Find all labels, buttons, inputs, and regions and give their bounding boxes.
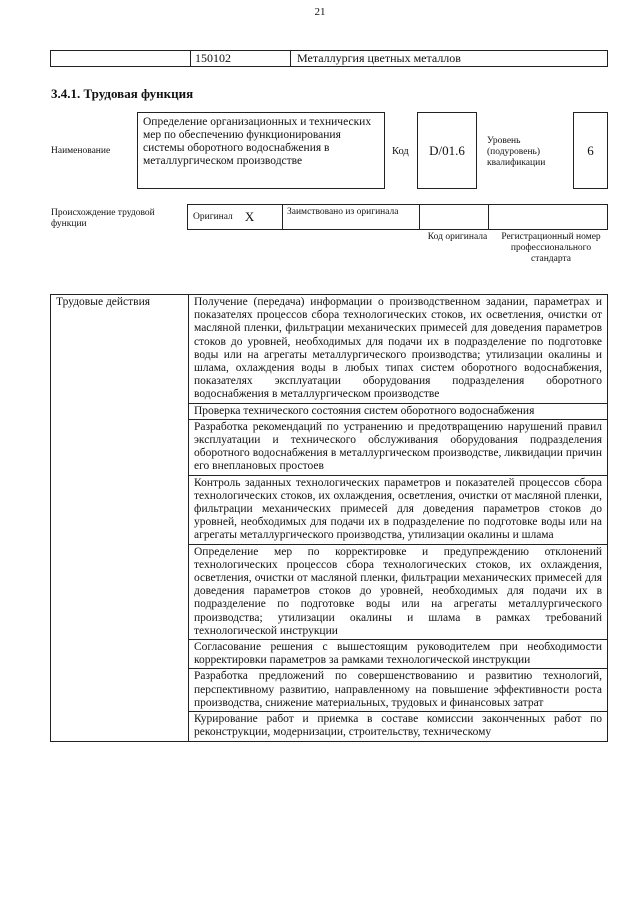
origin-label: Происхождение трудовой функции [51,208,155,229]
labor-action-item: Согласование решения с вышестоящим руководителем при необходимости корректировки параметров за рамками технологической инструкции [189,640,608,669]
original-mark: X [244,209,255,224]
origin-table [187,204,608,230]
code-label: Код [392,146,409,157]
occupation-code-row [50,50,608,67]
function-code: D/01.6 [417,112,477,189]
table-row [51,295,608,404]
labor-actions-label: Трудовые действия [51,295,189,742]
origin-code-label: Код оригинала [427,232,488,242]
labor-action-item: Проверка технического состояния систем оборотного водоснабжения [189,403,608,419]
name-label: Наименование [51,146,111,156]
section-title: 3.4.1. Трудовая функция [51,86,194,101]
function-name: Определение организационных и технических мер по обеспечению функционирования системы оборотного водоснабжения в металлургическом производстве [137,112,385,189]
labor-action-item: Разработка рекомендаций по устранению и предотвращению нарушений правил эксплуатации и технического обслуживания оборудования подразделения оборотного водоснабжения в металлургическом производстве, ликвидации причин его внеплановых простоев [189,419,608,475]
labor-action-item: Разработка предложений по совершенствованию и развитию технологий, перспективному развитию, направленному на повышение эффективности роста производства, снижение материальных, трудовых и финансовых затрат [189,669,608,712]
reg-number-cell [489,205,607,229]
labor-action-item: Контроль заданных технологических параметров и показателей процессов сбора технологических стоков, их охлаждения, осветления, очистки от масляной пленки, фильтрации механических примесей для доведения параметров стоков до уровней, необходимых для подачи их в подразделение по подготовке воды или на агрегаты металлургического производства, утилизации окалины и шлама [189,475,608,544]
origin-original-cell [188,205,283,229]
reg-number-label: Регистрационный номер профессионального стандарта [501,232,601,264]
labor-actions-table [50,294,608,742]
page-number: 21 [314,6,326,18]
qualification-level: 6 [573,112,608,189]
level-label: Уровень (подуровень) квалификации [487,136,546,168]
labor-action-item: Определение мер по корректировке и предупреждению отклонений технологических процессов сбора технологических стоков, их охлаждения, осветления, очистки от масляной пленки, фильтрации механических примесей для доведения параметров стоков до уровней, необходимых для подачи их в подразделение по подготовке воды или на агрегаты металлургического производства; утилизации окалины и шлама в рамках требований технологической инструкции [189,544,608,639]
origin-code-cell [420,205,489,229]
labor-action-item: Получение (передача) информации о производственном задании, параметрах и показателях процессов сбора технологических стоков, их осветления, очистки от масляной пленки, фильтрации механических примесей для доведения параметров стоков до уровней, необходимых для подачи их в подразделение по подготовке воды или на агрегаты металлургического производства; утилизации окалины и шлама, охлаждения воды в любых типах систем оборотного водоснабжения, показателях эксплуатации оборудования подразделения оборотного водоснабжения в металлургическом производстве [189,295,608,404]
occupation-name: Металлургия цветных металлов [297,51,461,65]
borrowed-label: Заимствовано из оригинала [283,205,420,229]
occupation-code: 150102 [191,51,291,66]
code-row-blank-cell [51,51,191,66]
labor-action-item: Курирование работ и приемка в составе комиссии законченных работ по реконструкции, модернизации, строительству, техническому [189,712,608,741]
original-label: Оригинал [193,212,233,222]
